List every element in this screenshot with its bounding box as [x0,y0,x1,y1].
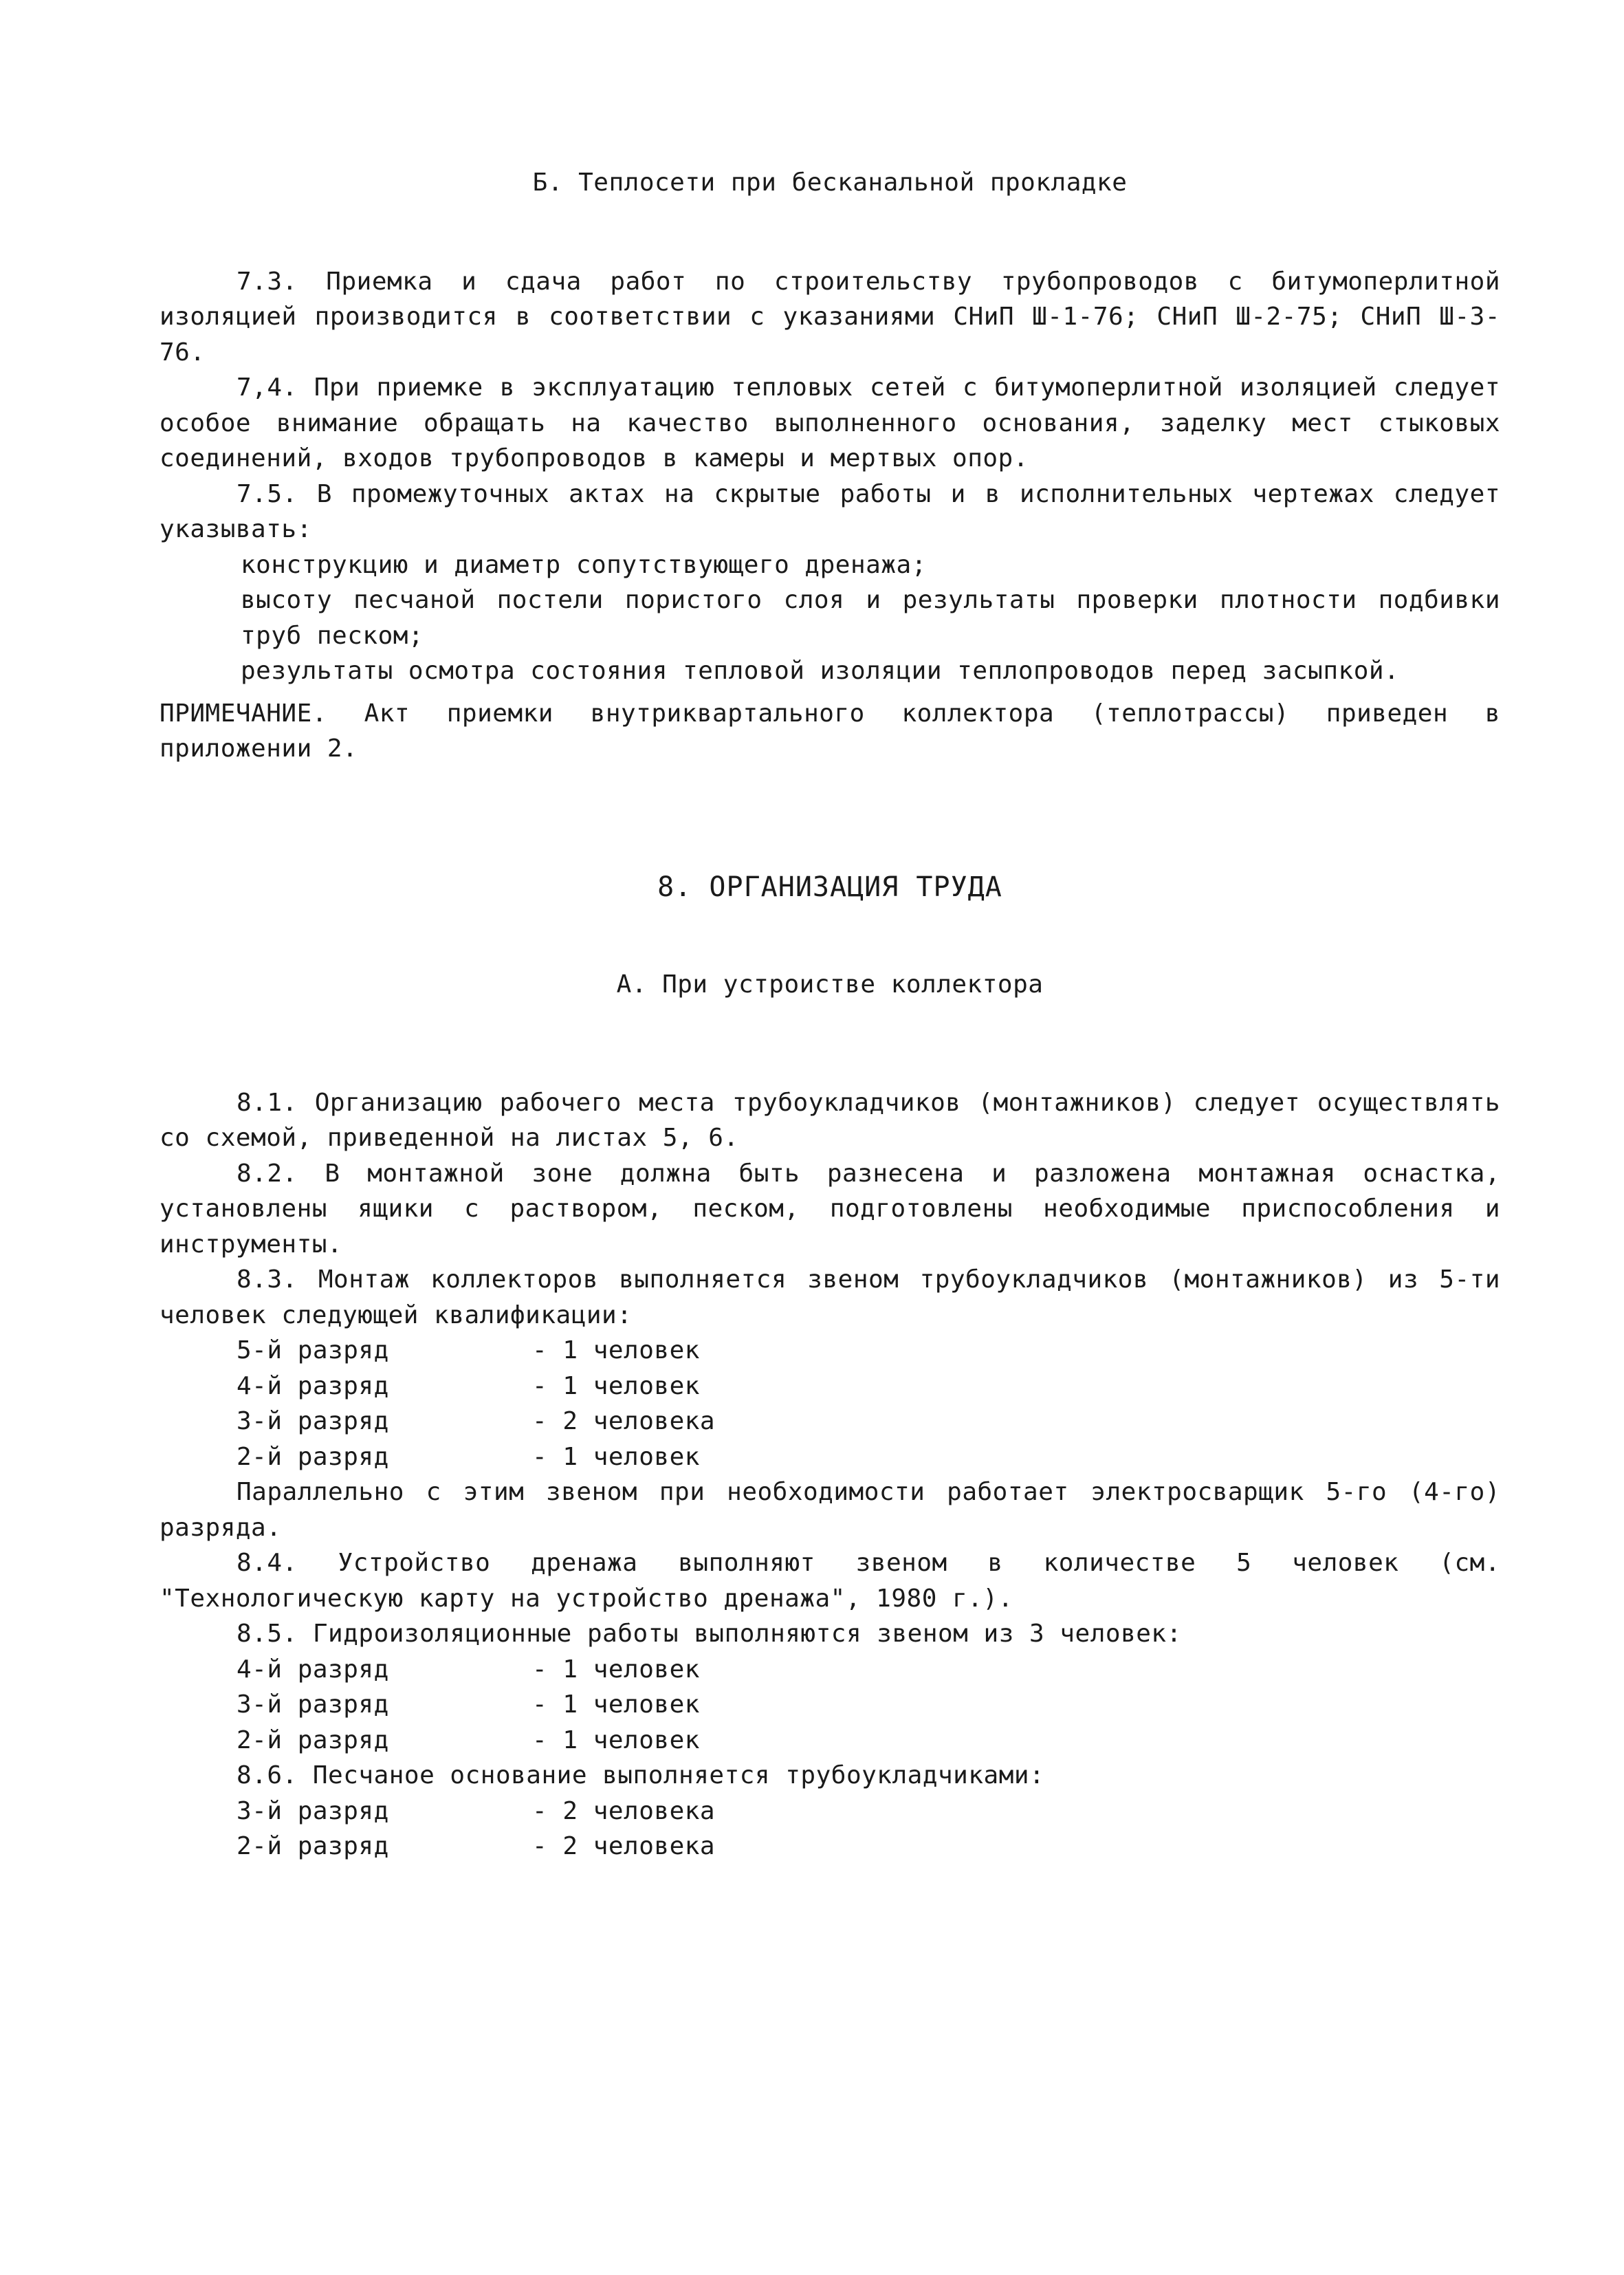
paragraph-8-3: 8.3. Монтаж коллекторов выполняется звеном трубоукладчиков (монтажников) из 5-ти человек следующей квалификации: [160,1265,1500,1329]
crew-count: - 2 человека [532,1407,716,1435]
crew-count: - 2 человека [532,1796,716,1825]
crew-row [160,1404,1500,1439]
note: ПРИМЕЧАНИЕ. Акт приемки внутриквартального коллектора (теплотрассы) приведен в приложении 2. [160,699,1500,763]
crew-row [160,1439,1500,1475]
crew-count: - 2 человека [532,1832,716,1860]
crew-grade: 2-й разряд [237,1832,389,1860]
crew-row [160,1829,1500,1864]
crew-row [160,1333,1500,1369]
section-b-title: Б. Теплосети при бесканальной прокладке [532,168,1128,197]
crew-row [160,1794,1500,1829]
paragraph-8-5: 8.5. Гидроизоляционные работы выполняются звеном из 3 человек: [237,1620,1182,1648]
crew-grade: 4-й разряд [237,1655,389,1684]
list-item: высоту песчаной постели пористого слоя и результаты проверки плотности подбивки труб песком; [241,586,1500,650]
crew-count: - 1 человек [532,1336,700,1364]
crew-row [160,1723,1500,1759]
list-item: конструкцию и диаметр сопутствующего дренажа; [241,550,927,579]
crew-row [160,1687,1500,1723]
crew-grade: 4-й разряд [237,1371,389,1400]
crew-row [160,1652,1500,1688]
crew-list-8-6 [160,1794,1500,1864]
list-item: результаты осмотра состояния тепловой изоляции теплопроводов перед засыпкой. [241,657,1400,685]
paragraph-8-2: 8.2. В монтажной зоне должна быть разнесена и разложена монтажная оснастка, установлены ящики с раствором, песком, подготовлены необходимые приспособления и инструменты. [160,1159,1500,1259]
paragraph-7-5: 7.5. В промежуточных актах на скрытые работы и в исполнительных чертежах следует указывать: [160,479,1500,543]
section-8-subtitle: А. При устроистве коллектора [616,970,1044,999]
paragraph-7-4: 7,4. При приемке в эксплуатацию тепловых сетей с битумоперлитной изоляцией следует особое внимание обращать на качество выполненного основания, заделку мест стыковых соединений, входов трубопроводов в камеры и мертвых опор. [160,373,1500,472]
section-8-title: 8. ОРГАНИЗАЦИЯ ТРУДА [657,871,1002,903]
crew-grade: 3-й разряд [237,1690,389,1719]
paragraph-8-3-extra: Параллельно с этим звеном при необходимости работает электросварщик 5-го (4-го) разряда. [160,1478,1500,1542]
crew-list-8-3 [160,1333,1500,1474]
paragraph-8-4: 8.4. Устройство дренажа выполняют звеном в количестве 5 человек (см. "Технологическую карту на устройство дренажа", 1980 г.). [160,1549,1500,1613]
crew-count: - 1 человек [532,1690,700,1719]
paragraph-8-1: 8.1. Организацию рабочего места трубоукладчиков (монтажников) следует осуществлять со схемой, приведенной на листах 5, 6. [160,1088,1500,1152]
crew-count: - 1 человек [532,1726,700,1754]
crew-grade: 3-й разряд [237,1407,389,1435]
crew-row [160,1369,1500,1404]
crew-count: - 1 человек [532,1371,700,1400]
crew-list-8-5 [160,1652,1500,1759]
document-body [160,165,1500,1864]
crew-grade: 5-й разряд [237,1336,389,1364]
paragraph-7-3: 7.3. Приемка и сдача работ по строительству трубопроводов с битумоперлитной изоляцией производится в соответствии с указаниями СНиП Ш-1-76; СНиП Ш-2-75; СНиП Ш-3-76. [160,267,1500,367]
crew-count: - 1 человек [532,1655,700,1684]
paragraph-8-6: 8.6. Песчаное основание выполняется трубоукладчиками: [237,1761,1045,1789]
crew-count: - 1 человек [532,1442,700,1471]
crew-grade: 3-й разряд [237,1796,389,1825]
crew-grade: 2-й разряд [237,1726,389,1754]
crew-grade: 2-й разряд [237,1442,389,1471]
